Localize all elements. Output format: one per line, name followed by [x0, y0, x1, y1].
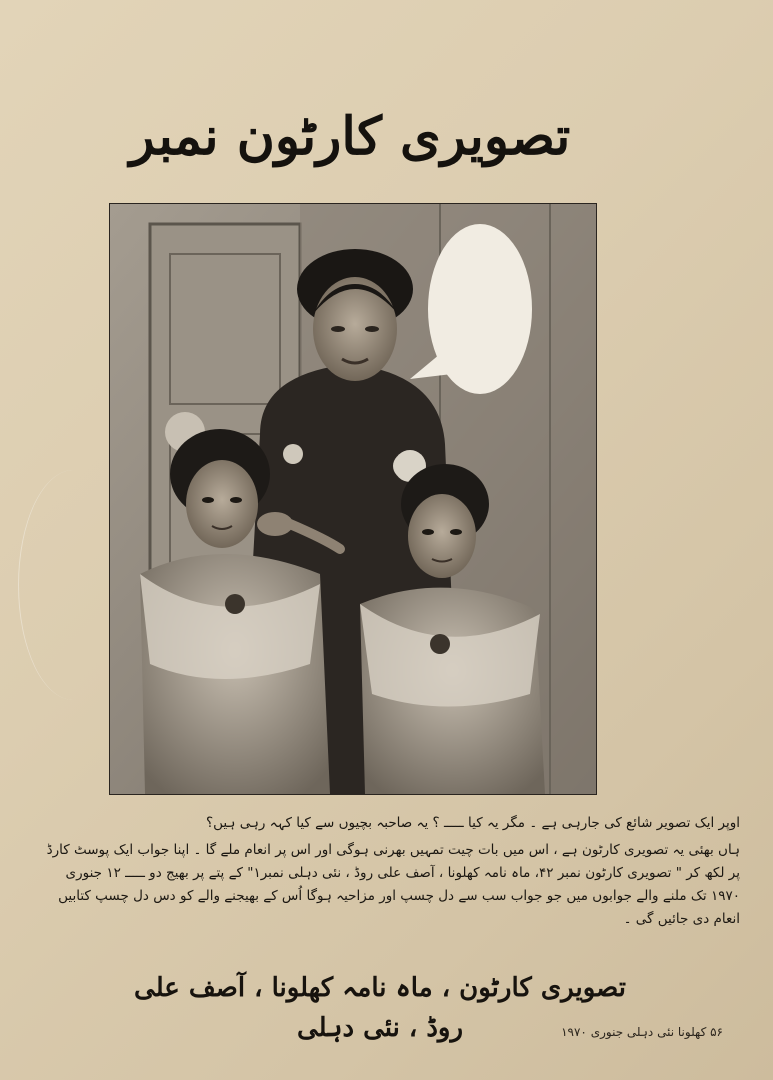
page-footer: ۵۶ کھلونا نئی دہلی جنوری ۱۹۷۰ — [561, 1025, 723, 1039]
instructions-text — [40, 812, 740, 935]
contest-address: تصویری کارٹون ، ماہ نامہ کھلونا ، آصف علی روڈ ، نئی دہلی — [134, 973, 626, 1043]
cartoon-photo — [110, 204, 596, 794]
question-line: اوپر ایک تصویر شائع کی جارہی ہے ۔ مگر یہ کیا ـــــ ؟ یہ صاحبہ بچیوں سے کیا کہہ رہی ہیں؟ — [205, 815, 740, 831]
contest-rules: ہاں بھئی یہ تصویری کارٹون ہے ، اس میں بات چیت تمہیں بھرنی ہوگی اور اس پر انعام ملے گا ۔ اپنا جواب ایک پوسٹ کارڈ پر لکھ کر " تصویری کارٹون نمبر ۴۲، ماہ نامہ کھلونا ، آصف علی روڈ ، نئی دہلی نمبر۱" کے پتے پر بھیج دو ـــــ ۱۲ جنوری ۱۹۷۰ تک ملنے والے جوابوں میں جو جواب سب سے دل چسپ اور مزاحیہ ہوگا اُس کے بھیجنے والے کو دس دل چسپ کتابیں انعام دی جائیں گی ۔ — [46, 842, 740, 927]
page-title: تصویری کارٹون نمبر — [129, 106, 571, 167]
photo-illustration — [110, 204, 596, 794]
